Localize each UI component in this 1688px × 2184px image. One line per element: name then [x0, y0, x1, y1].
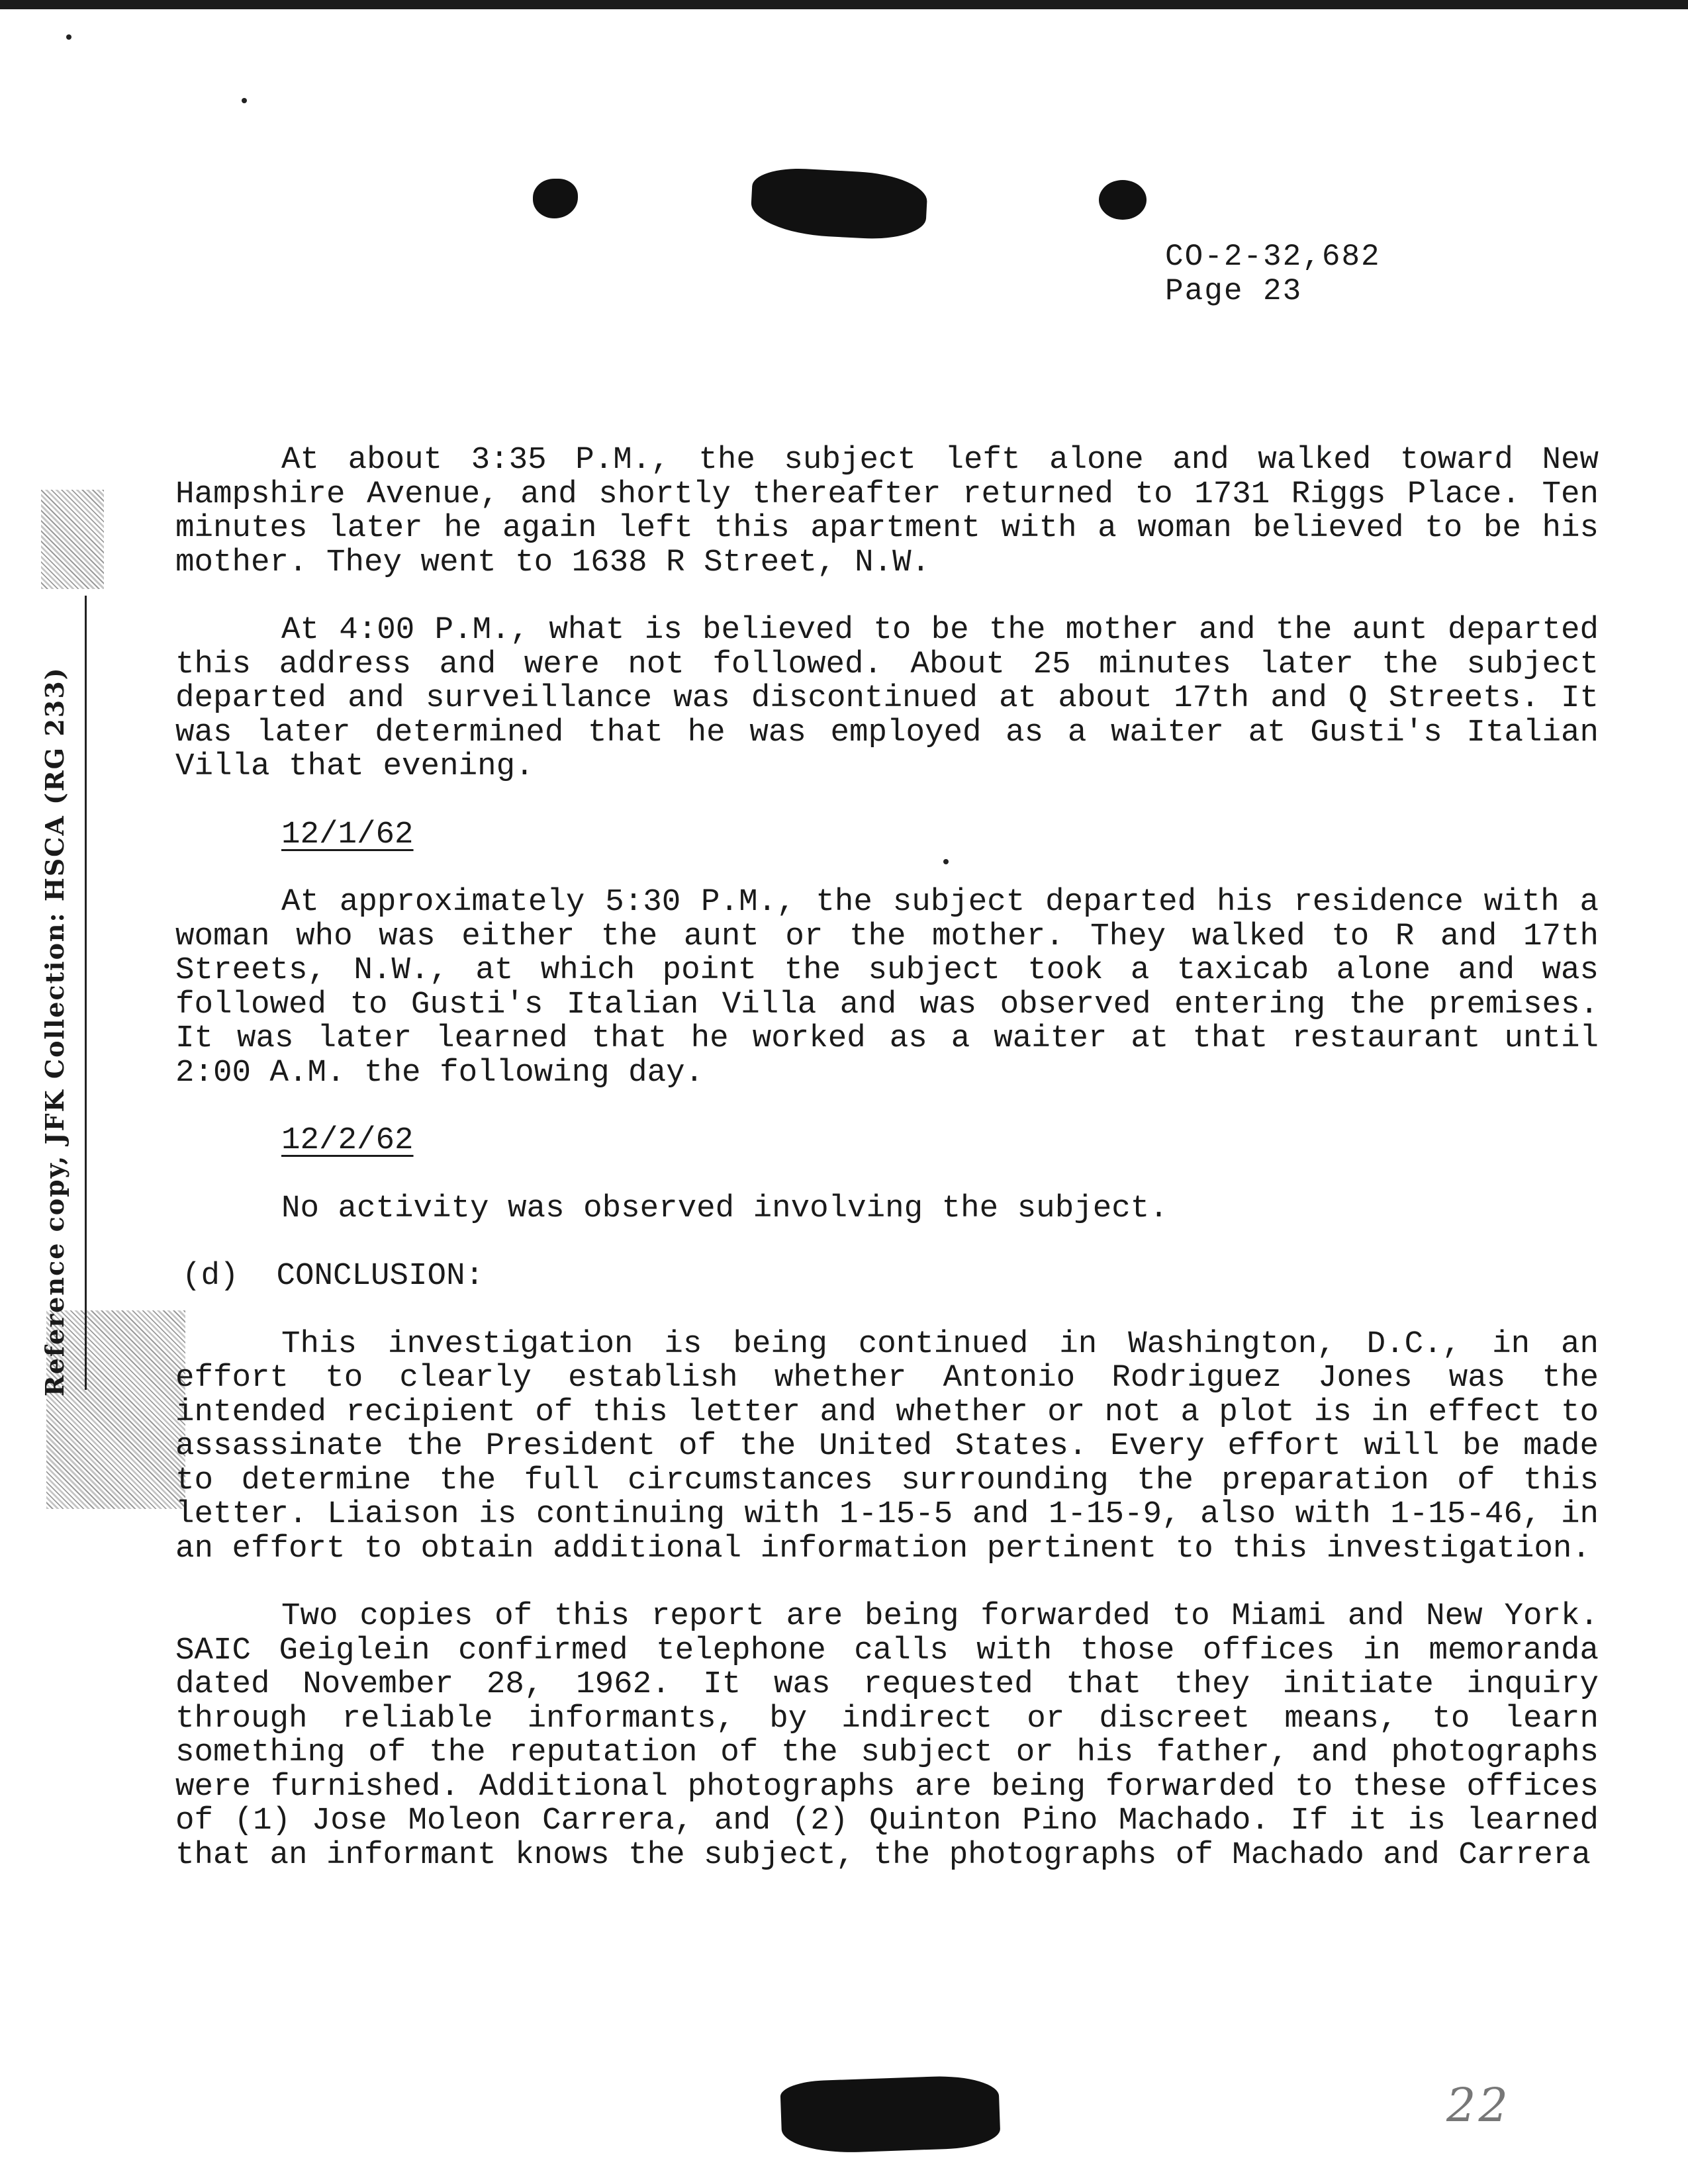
paragraph: At 4:00 P.M., what is believed to be the mother and the aunt departed this address and were not followed. About 25 minutes later the subject departed and surveillance was discontinued at about 17th and Q Streets. It was later determined that he was employed as a waiter at Gusti's Italian Villa that evening. — [175, 612, 1599, 784]
paragraph: No activity was observed involving the subject. — [281, 1190, 1168, 1226]
speck — [66, 34, 71, 40]
scan-speckle-top — [41, 490, 104, 589]
paragraph: This investigation is being continued in Washington, D.C., in an effort to clearly establish whether Antonio Rodriguez Jones was the intended recipient of this letter and whether or not a plot is in effect to assassinate the President of the United States. Every effort will be made to determine the full circumstances surrounding the preparation of this letter. Liaison is continuing with 1-15-5 and 1-15-9, also with 1-15-46, in an effort to obtain additional information pertinent to this investigation. — [175, 1326, 1599, 1567]
paragraph: Two copies of this report are being forwarded to Miami and New York. SAIC Geiglein confirmed telephone calls with those offices in memoranda dated November 28, 1962. It was requested that they initiate inquiry through reliable informants, by indirect or discreet means, to learn something of the reputation of the subject or his father, and photographs were furnished. Additional photographs are being forwarded to these offices of (1) Jose Moleon Carrera, and (2) Quinton Pino Machado. If it is learned that an informant knows the subject, the photographs of Machado and Carrera — [175, 1598, 1599, 1873]
document-header — [1165, 240, 1381, 308]
handwritten-page-number: 22 — [1446, 2078, 1511, 2132]
archive-stamp-rule — [85, 596, 87, 1390]
redaction-mark-center — [750, 166, 929, 242]
paragraph: At approximately 5:30 P.M., the subject departed his residence with a woman who was either the aunt or the mother. They walked to R and 17th Streets, N.W., at which point the subject took a taxicab alone and was followed to Gusti's Italian Villa and was observed entering the premises. It was later learned that he worked as a waiter at that restaurant until 2:00 A.M. the following day. — [175, 884, 1599, 1091]
date-heading: 12/1/62 — [281, 816, 414, 852]
redaction-mark-bottom — [780, 2074, 1001, 2154]
file-number: CO-2-32,682 — [1165, 240, 1381, 274]
paragraph: At about 3:35 P.M., the subject left alone and walked toward New Hampshire Avenue, and shortly thereafter returned to 1731 Riggs Place. Ten minutes later he again left this apartment with a woman believed to be his mother. They went to 1638 R Street, N.W. — [175, 442, 1599, 580]
redaction-mark-left — [533, 179, 578, 218]
archive-reference-label: Reference copy, JFK Collection: HSCA (RG 233) — [40, 666, 70, 1396]
page-label: Page 23 — [1165, 274, 1303, 308]
document-body — [175, 443, 1599, 1906]
speck — [242, 98, 247, 103]
scan-border — [0, 0, 1688, 9]
section-heading: (d) CONCLUSION: — [182, 1258, 485, 1294]
redaction-mark-right — [1099, 180, 1147, 220]
date-heading: 12/2/62 — [281, 1122, 414, 1158]
